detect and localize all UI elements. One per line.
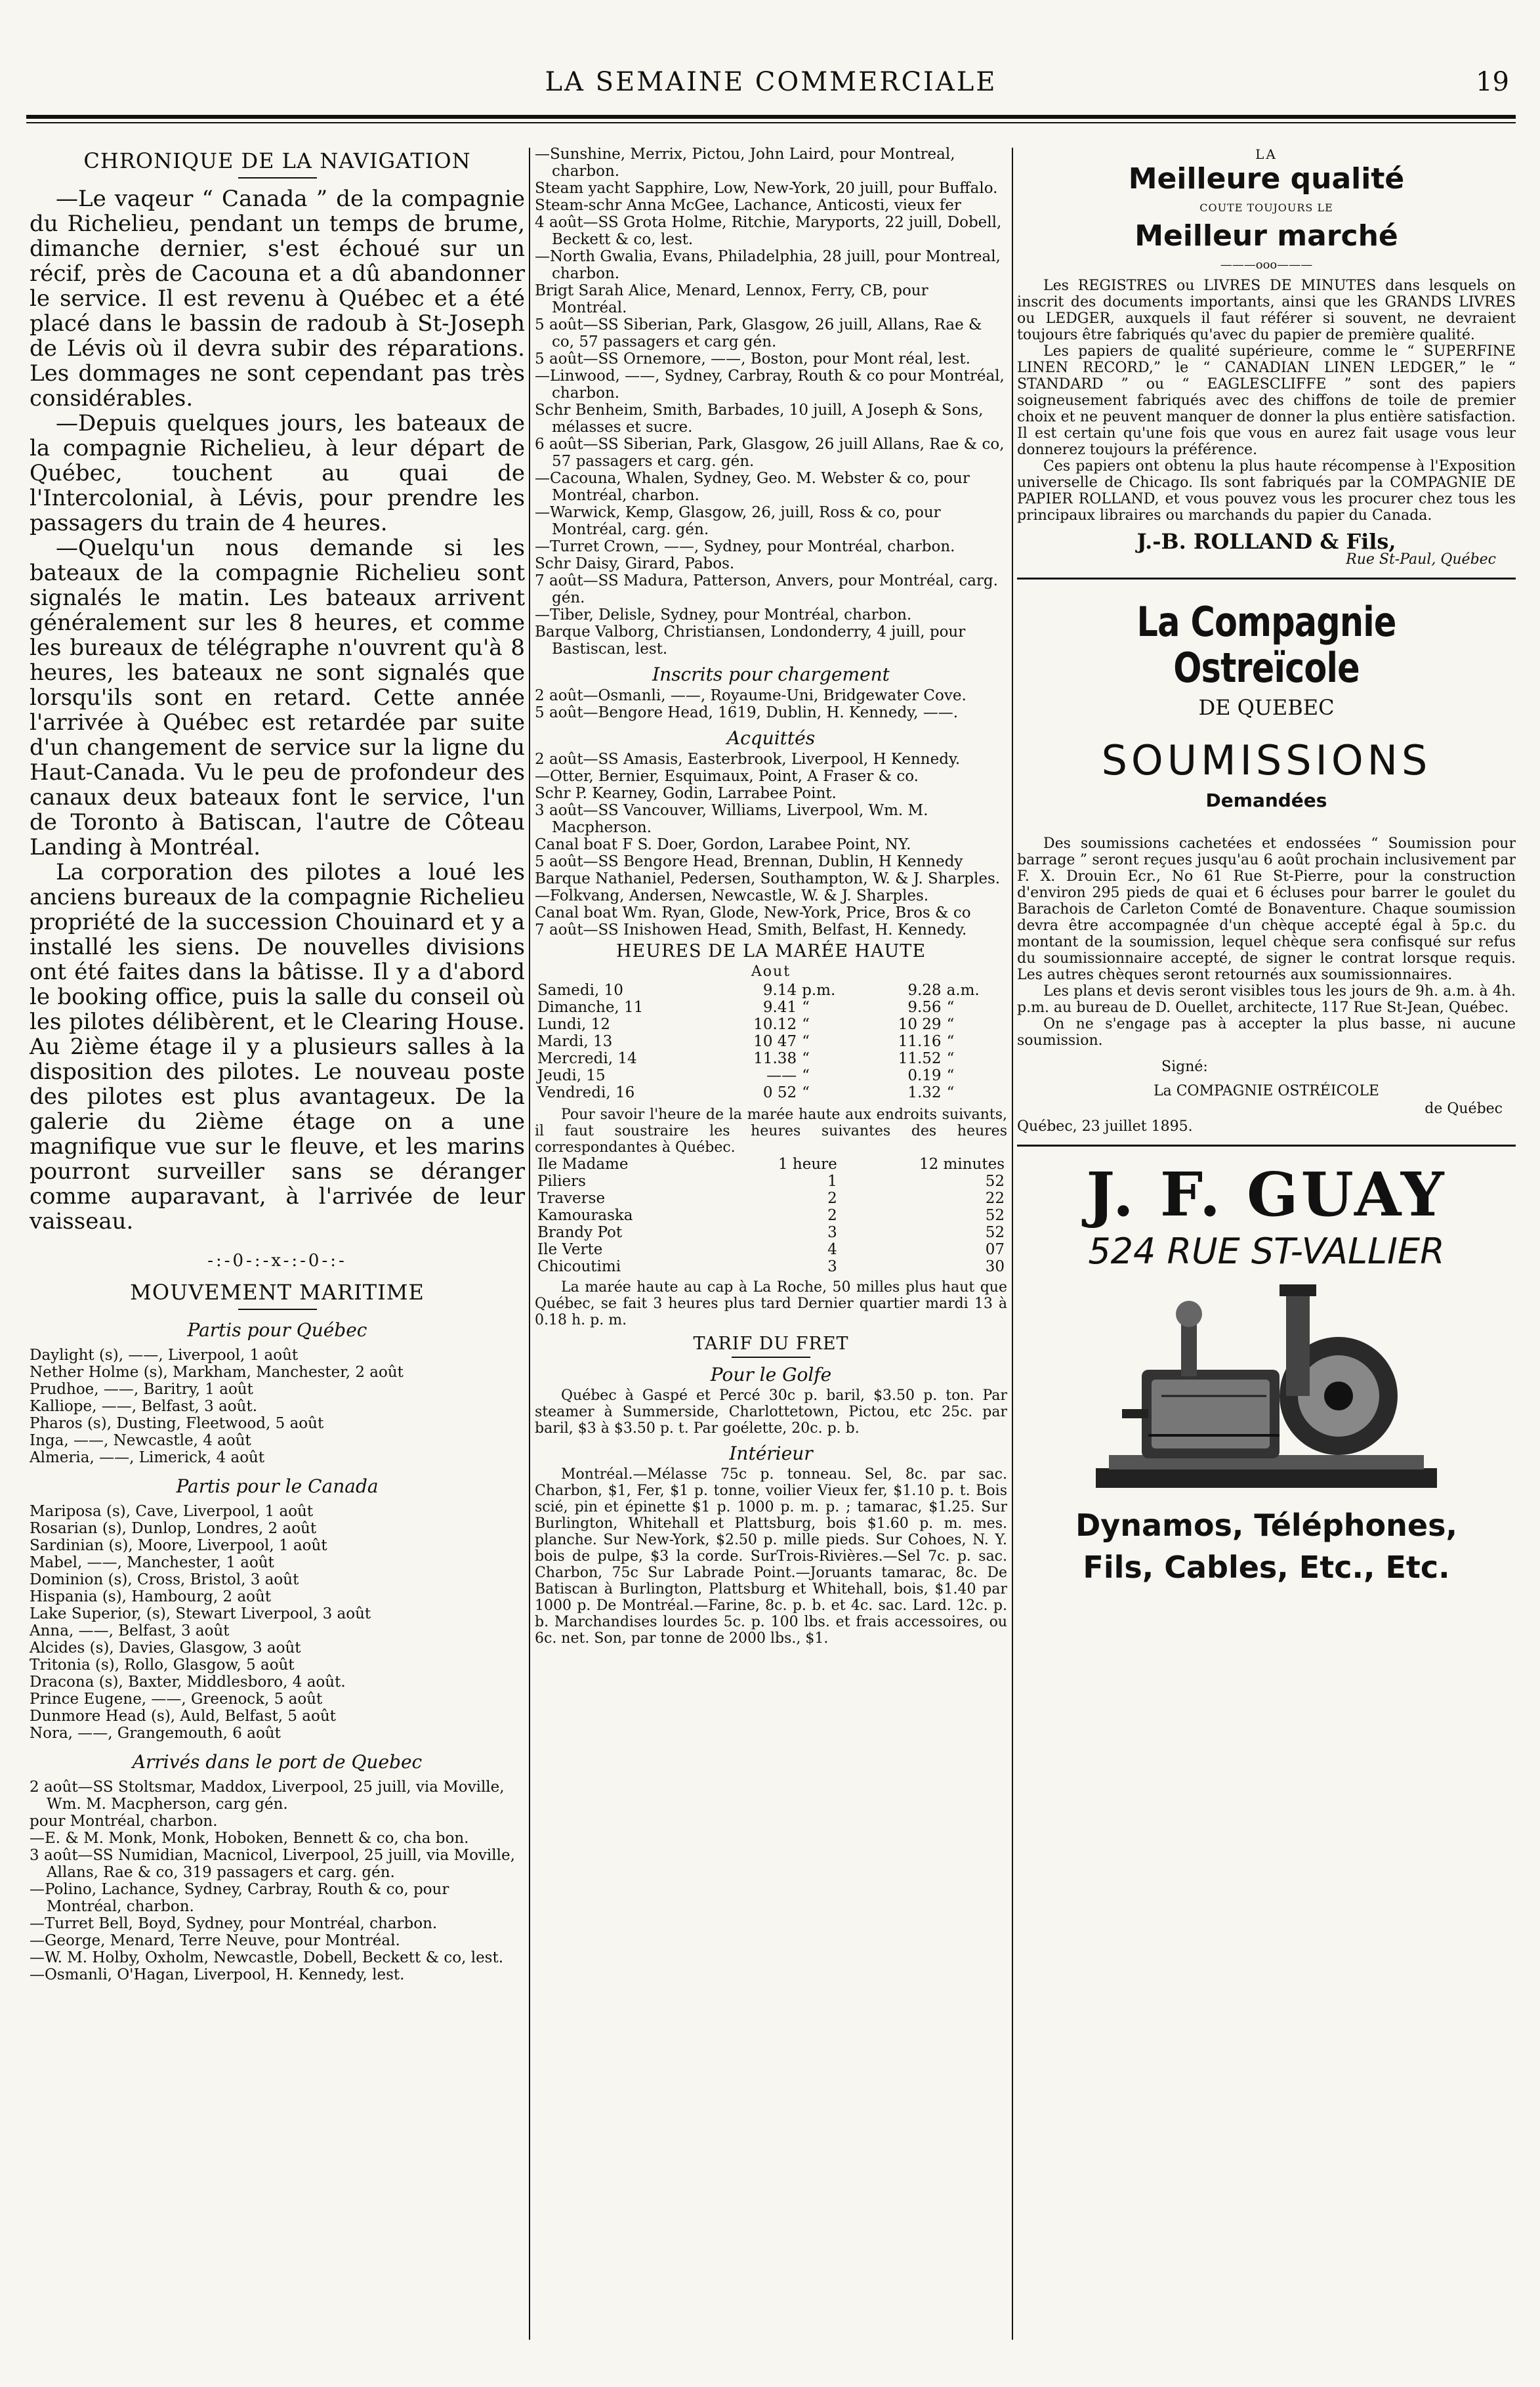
- list-item: Schr P. Kearney, Godin, Larrabee Point.: [535, 785, 837, 802]
- tide-note: Pour savoir l'heure de la marée haute aux endroits suivants, il faut soustraire les heures suivantes des heures correspondantes à Québec.: [535, 1107, 1007, 1156]
- arrivals-list: [30, 1779, 525, 1983]
- ad-body: Ces papiers ont obtenu la plus haute récompense à l'Exposition universelle de Chicago. Ils sont fabriqués par la COMPAGNIE DE PAPIER ROLLAND, et vous pouvez vous les procurer chez tous les principaux libraires ou marchands du papier du Canada.: [1017, 458, 1516, 524]
- ad-company-name: J. F. GUAY: [1086, 1159, 1447, 1230]
- subheading: Arrivés dans le port de Quebec: [132, 1751, 423, 1773]
- list-item: 7 août—SS Inishowen Head, Smith, Belfast, H. Kennedy.: [535, 921, 967, 939]
- list-item: —Folkvang, Andersen, Newcastle, W. & J. Sharples.: [535, 887, 929, 904]
- list-item: —Cacouna, Whalen, Sydney, Geo. M. Webster & co, pour Montréal, charbon.: [535, 470, 970, 504]
- list-item: 6 août—SS Siberian, Park, Glasgow, 26 juill Allans, Rae & co, 57 passagers et carg. gén.: [535, 436, 1005, 470]
- ad-title: SOUMISSIONS: [1101, 736, 1432, 784]
- list-item: —North Gwalia, Evans, Philadelphia, 28 juill, pour Montreal, charbon.: [535, 248, 1001, 282]
- column-advertisements: [1017, 146, 1516, 1585]
- list-item: Alcides (s), Davies, Glasgow, 3 août: [30, 1639, 301, 1657]
- ad-small-line: COUTE TOUJOURS LE: [1199, 201, 1333, 214]
- subheading: Acquittés: [726, 727, 816, 749]
- list-item: Canal boat Wm. Ryan, Glode, New-York, Price, Bros & co: [535, 904, 971, 921]
- cleared-list: [535, 751, 1007, 939]
- loading-list: [535, 687, 1007, 721]
- table-row: Jeudi, 15 —— “ 0.19 “: [537, 1067, 955, 1084]
- column-navigation: [30, 146, 525, 1983]
- list-item: Almeria, ——, Limerick, 4 août: [30, 1449, 265, 1466]
- column-shipping: [535, 146, 1007, 1647]
- list-item: Kalliope, ——, Belfast, 3 août.: [30, 1398, 258, 1415]
- list-item: Lake Superior, (s), Stewart Liverpool, 3 août: [30, 1605, 371, 1622]
- article-paragraph: —Le vaqeur “ Canada ” de la compagnie du Richelieu, pendant un temps de brume, dimanche dernier, s'est échoué sur un récif, près de Cacouna et a dû abandonner le service. Il est revenu à Québec et a été placé dans le bassin de radoub à St-Joseph de Lévis où il devra subir des réparations. Les dommages ne sont cependant pas très considérables.: [30, 186, 525, 412]
- list-item: Canal boat F S. Doer, Gordon, Larabee Point, NY.: [535, 836, 911, 853]
- list-item: Hispania (s), Hambourg, 2 août: [30, 1588, 272, 1605]
- subheading: Partis pour Québec: [187, 1319, 367, 1341]
- list-item: Prudhoe, ——, Baritry, 1 août: [30, 1381, 253, 1398]
- ad-body: Des soumissions cachetées et endossées “ Soumission pour barrage ” seront reçues jusqu'au 6 août prochain inclusivement par F. X. Drouin Ecr., No 61 Rue St-Pierre, pour la construction d'environ 295 pieds de quai et 6 écluses pour barrer le goulet du Barachois de Carleton Comté de Bonaventure. Chaque soumission devra être accompagnée d'un chèque accepté égal à 5p.c. du montant de la soumission, lequel chèque sera confisqué sur refus du soumissionnaire accepté, de signer le contrat lorsque requis. Les autres chèques seront retournés aux soumissionnaires.: [1017, 835, 1516, 983]
- ad-products-line1: Dynamos, Téléphones,: [1075, 1508, 1457, 1543]
- list-item: —Sunshine, Merrix, Pictou, John Laird, pour Montreal, charbon.: [535, 146, 955, 180]
- list-item: Brigt Sarah Alice, Menard, Lennox, Ferry, CB, pour Montréal.: [535, 282, 928, 316]
- list-item: Schr Benheim, Smith, Barbades, 10 juill, A Joseph & Sons, mélasses et sucre.: [535, 402, 984, 436]
- advertisement-ostreicole: [1017, 580, 1516, 1147]
- table-row: Brandy Pot 3 52: [537, 1224, 1005, 1241]
- list-item: 2 août—SS Stoltsmar, Maddox, Liverpool, 25 juill, via Moville, Wm. M. Macpherson, carg gén.: [30, 1779, 505, 1813]
- page-number: 19: [1476, 67, 1509, 97]
- ad-body: Les REGISTRES ou LIVRES DE MINUTES dans lesquels on inscrit des documents importants, ainsi que les GRANDS LIVRES ou LEDGER, auxquels il faut référer si souvent, ne devraient toujours être fabriqués qu'avec du papier de première qualité.: [1017, 278, 1516, 343]
- list-item: Nora, ——, Grangemouth, 6 août: [30, 1725, 281, 1742]
- table-row: Samedi, 10 9.14 p.m. 9.28 a.m.: [537, 982, 980, 999]
- advertisement-guay: [1017, 1147, 1516, 1585]
- ad-products-line2: Fils, Cables, Etc., Etc.: [1083, 1550, 1450, 1585]
- ad-subtitle: Demandées: [1205, 790, 1327, 811]
- list-item: Prince Eugene, ——, Greenock, 5 août: [30, 1691, 323, 1708]
- ad-signed-city: de Québec: [1425, 1101, 1503, 1117]
- ad-company-name: La Compagnie Ostreïcole: [1136, 598, 1396, 692]
- table-row: Piliers 1 52: [537, 1173, 1005, 1190]
- subheading: Pour le Golfe: [710, 1364, 832, 1385]
- tide-month: Aout: [751, 963, 791, 980]
- subheading: Intérieur: [729, 1443, 813, 1464]
- list-item: Dominion (s), Cross, Bristol, 3 août: [30, 1571, 299, 1588]
- list-item: —George, Menard, Terre Neuve, pour Montréal.: [30, 1932, 400, 1949]
- list-item: 2 août—SS Amasis, Easterbrook, Liverpool, H Kennedy.: [535, 751, 961, 768]
- header-rule: [26, 115, 1516, 119]
- list-item: Schr Daisy, Girard, Pabos.: [535, 555, 735, 572]
- table-row: Kamouraska 2 52: [537, 1207, 1005, 1224]
- list-item: Dunmore Head (s), Auld, Belfast, 5 août: [30, 1708, 336, 1725]
- list-item: 4 août—SS Grota Holme, Ritchie, Maryports, 22 juill, Dobell, Beckett & co, lest.: [535, 214, 1002, 248]
- departures-quebec-list: [30, 1347, 525, 1466]
- header-rule-thin: [26, 122, 1516, 123]
- ad-body: Les plans et devis seront visibles tous les jours de 9h. a.m. à 4h. p.m. au bureau de D. Ouellet, architecte, 117 Rue St-Jean, Québec.: [1017, 983, 1516, 1016]
- table-row: Traverse 2 22: [537, 1190, 1005, 1207]
- dynamo-engraving-icon: [1083, 1278, 1450, 1501]
- list-item: Nether Holme (s), Markham, Manchester, 2 août: [30, 1364, 404, 1381]
- table-row: Lundi, 12 10.12 “ 10 29 “: [537, 1016, 955, 1033]
- list-item: —Linwood, ——, Sydney, Carbray, Routh & co pour Montréal, charbon.: [535, 368, 1005, 402]
- list-item: Mabel, ——, Manchester, 1 août: [30, 1554, 274, 1571]
- ad-date: Québec, 23 juillet 1895.: [1017, 1118, 1193, 1135]
- masthead-title: LA SEMAINE COMMERCIALE: [545, 67, 997, 97]
- article-paragraph: —Depuis quelques jours, les bateaux de la compagnie Richelieu, à leur départ de Québec, touchent au quai de l'Intercolonial, à Lévis, pour prendre les passagers du train de 4 heures.: [30, 410, 525, 536]
- tide-offset-table: [535, 1156, 1007, 1275]
- list-item: Dracona (s), Baxter, Middlesboro, 4 août.: [30, 1674, 346, 1691]
- list-item: 5 août—SS Ornemore, ——, Boston, pour Mont réal, lest.: [535, 350, 970, 368]
- list-item: —W. M. Holby, Oxholm, Newcastle, Dobell, Beckett & co, lest.: [30, 1949, 504, 1966]
- ad-headline: Meilleur marché: [1134, 219, 1398, 253]
- ad-la: LA: [1255, 146, 1278, 162]
- list-item: Inga, ——, Newcastle, 4 août: [30, 1432, 251, 1449]
- list-item: —Turret Bell, Boyd, Sydney, pour Montréal, charbon.: [30, 1915, 438, 1932]
- list-item: —Polino, Lachance, Sydney, Carbray, Routh & co, pour Montréal, charbon.: [30, 1881, 449, 1915]
- ad-signed-label: Signé:: [1161, 1059, 1208, 1075]
- list-item: Steam-schr Anna McGee, Lachance, Anticosti, vieux fer: [535, 197, 961, 214]
- ad-address: Rue St-Paul, Québec: [1346, 551, 1496, 568]
- section-heading-maritime: MOUVEMENT MARITIME: [130, 1280, 425, 1305]
- advertisement-rolland: [1017, 146, 1516, 580]
- section-heading-navigation: CHRONIQUE DE LA NAVIGATION: [83, 148, 471, 173]
- list-item: 2 août—Osmanli, ——, Royaume-Uni, Bridgewater Cove.: [535, 687, 967, 704]
- divider: [238, 1309, 317, 1310]
- list-item: Barque Valborg, Christiansen, Londonderry, 4 juill, pour Bastiscan, lest.: [535, 623, 966, 658]
- list-item: Pharos (s), Dusting, Fleetwood, 5 août: [30, 1415, 324, 1432]
- list-item: Daylight (s), ——, Liverpool, 1 août: [30, 1347, 299, 1364]
- table-row: Mardi, 13 10 47 “ 11.16 “: [537, 1033, 955, 1050]
- freight-interior-text: Montréal.—Mélasse 75c p. tonneau. Sel, 8c. par sac. Charbon, $1, Fer, $1 p. tonne, voilier Vieux fer, $1.10 p. t. Bois scié, pin et épinette $1 p. 1000 p. m. p. ; tamarac, $1.25. Sur Burlington, Whitehall et Plattsburg, bois $1.60 p. m. mes. planche. Sur New-York, $2.50 p. mille pieds. Sur Cohoes, N. Y. bois de pulpe, $3 la corde. SurTrois-Rivières.—Sel 7c. p. sac. Charbon, 75c Sur Labrade Point.—Joruants tamarac, 8c. De Batiscan à Burlington, Plattsburg et Whitehall, bois, $1.40 par 1000 p. De Montréal.—Farine, 8c. p. b. et 4c. sac. Lard. 12c. p. b. Marchandises lourdes 5c. p. 100 lbs. et frais accessoires, ou 6c. net. Son, par tonne de 2000 lbs., $1.: [535, 1466, 1007, 1647]
- column-divider: [529, 148, 530, 2340]
- subheading: Inscrits pour chargement: [652, 664, 890, 685]
- column-divider: [1012, 148, 1013, 2340]
- list-item: Barque Nathaniel, Pedersen, Southampton, W. & J. Sharples.: [535, 870, 1001, 887]
- list-item: 5 août—SS Bengore Head, Brennan, Dublin, H Kennedy: [535, 853, 963, 870]
- ad-headline: Meilleure qualité: [1128, 162, 1405, 196]
- divider: [238, 177, 317, 179]
- divider: [732, 1357, 810, 1358]
- table-row: Dimanche, 11 9.41 “ 9.56 “: [537, 999, 955, 1016]
- departures-canada-list: [30, 1503, 525, 1742]
- ad-signed-company: La COMPAGNIE OSTRÉICOLE: [1154, 1083, 1379, 1099]
- table-row: Vendredi, 16 0 52 “ 1.32 “: [537, 1084, 955, 1101]
- list-item: 3 août—SS Numidian, Macnicol, Liverpool, 25 juill, via Moville, Allans, Rae & co, 319 passagers et carg. gén.: [30, 1847, 515, 1881]
- ad-body: On ne s'engage pas à accepter la plus basse, ni aucune soumission.: [1017, 1016, 1516, 1049]
- ad-city: DE QUEBEC: [1198, 695, 1335, 720]
- list-item: Mariposa (s), Cave, Liverpool, 1 août: [30, 1503, 314, 1520]
- list-item: 5 août—SS Siberian, Park, Glasgow, 26 juill, Allans, Rae & co, 57 passagers et carg gén.: [535, 316, 982, 350]
- list-item: —Osmanli, O'Hagan, Liverpool, H. Kennedy, lest.: [30, 1966, 405, 1983]
- ad-signature: J.-B. ROLLAND & Fils,: [1136, 529, 1396, 554]
- tide-table: [535, 982, 1007, 1101]
- ad-address: 524 RUE ST-VALLIER: [1088, 1231, 1445, 1272]
- list-item: Tritonia (s), Rollo, Glasgow, 5 août: [30, 1657, 295, 1674]
- ad-separator: ———ooo———: [1220, 258, 1313, 272]
- table-row: Mercredi, 14 11.38 “ 11.52 “: [537, 1050, 955, 1067]
- subheading: Partis pour le Canada: [176, 1475, 379, 1497]
- tide-heading: HEURES DE LA MARÉE HAUTE: [615, 941, 926, 961]
- list-item: Steam yacht Sapphire, Low, New-York, 20 juill, pour Buffalo.: [535, 180, 998, 197]
- table-row: Chicoutimi 3 30: [537, 1258, 1005, 1275]
- freight-gulf-text: Québec à Gaspé et Percé 30c p. baril, $3.50 p. ton. Par steamer à Summerside, Charlottetown, Pictou, etc 25c. par baril, $3 à $3.50 p. t. Par goélette, 20c. p. b.: [535, 1387, 1007, 1437]
- list-item: —Turret Crown, ——, Sydney, pour Montréal, charbon.: [535, 538, 955, 555]
- list-item: —E. & M. Monk, Monk, Hoboken, Bennett & co, cha bon.: [30, 1830, 469, 1847]
- table-row: Ile Verte 4 07: [537, 1241, 1005, 1258]
- ornament-divider: -:-0-:-x-:-0-:-: [207, 1251, 347, 1271]
- table-row: Ile Madame 1 heure 12 minutes: [537, 1156, 1005, 1173]
- list-item: —Tiber, Delisle, Sydney, pour Montréal, charbon.: [535, 606, 912, 623]
- list-item: Anna, ——, Belfast, 3 août: [30, 1622, 230, 1639]
- freight-heading: TARIF DU FRET: [693, 1334, 849, 1354]
- list-item: —Otter, Bernier, Esquimaux, Point, A Fraser & co.: [535, 768, 919, 785]
- list-item: 7 août—SS Madura, Patterson, Anvers, pour Montréal, carg. gén.: [535, 572, 998, 606]
- article-paragraph: —Quelqu'un nous demande si les bateaux de la compagnie Richelieu sont signalés le matin. Les bateaux arrivent généralement sur les 8 heures, et comme les bureaux de télégraphe n'ouvrent qu'à 8 heures, les bateaux ne sont signalés que lorsqu'ils sont en retard. Cette année l'arrivée à Québec est retardée par suite d'un changement de service sur la ligne du Haut-Canada. Vu le peu de profondeur des canaux deux bateaux font le service, l'un de Toronto à Batiscan, l'autre de Côteau Landing à Montréal.: [30, 535, 525, 860]
- list-item: 3 août—SS Vancouver, Williams, Liverpool, Wm. M. Macpherson.: [535, 802, 928, 836]
- list-item: 5 août—Bengore Head, 1619, Dublin, H. Kennedy, ——.: [535, 704, 959, 721]
- list-item: —Warwick, Kemp, Glasgow, 26, juill, Ross & co, pour Montréal, carg. gén.: [535, 504, 941, 538]
- list-item: Sardinian (s), Moore, Liverpool, 1 août: [30, 1537, 327, 1554]
- arrivals-list-continued: [535, 146, 1007, 658]
- article-paragraph: La corporation des pilotes a loué les anciens bureaux de la compagnie Richelieu propriété de la succession Chouinard et y a installé les siens. De nouvelles divisions ont été faites dans la bâtisse. Il y a d'abord le booking office, puis la salle du conseil où les pilotes délibèrent, et le Clearing House. Au 2ième étage il y a plusieurs salles à la disposition des pilotes. Le nouveau poste des pilotes est plus avantageux. De la galerie du 2ième étage on a une magnifique vue sur le fleuve, et les marins pourront surveiller sans se déranger comme auparavant, à l'arrivée de leur vaisseau.: [30, 859, 525, 1235]
- ad-body: Les papiers de qualité supérieure, comme le “ SUPERFINE LINEN RECORD,” le “ CANADIAN LINEN LEDGER,” le “ STANDARD ” ou “ EAGLESCLIFFE ” sont des papiers soigneusement fabriqués avec des chiffons de toile de premier choix et ne peuvent manquer de donner la plus entière satisfaction. Il est certain qu'une fois que vous en aurez fait usage vous leur donnerez toujours la préférence.: [1017, 343, 1516, 458]
- page-header: [20, 59, 1522, 131]
- list-item: pour Montréal, charbon.: [30, 1813, 218, 1830]
- tide-footnote: La marée haute au cap à La Roche, 50 milles plus haut que Québec, se fait 3 heures plus tard Dernier quartier mardi 13 à 0.18 h. p. m.: [535, 1279, 1007, 1328]
- list-item: Rosarian (s), Dunlop, Londres, 2 août: [30, 1520, 317, 1537]
